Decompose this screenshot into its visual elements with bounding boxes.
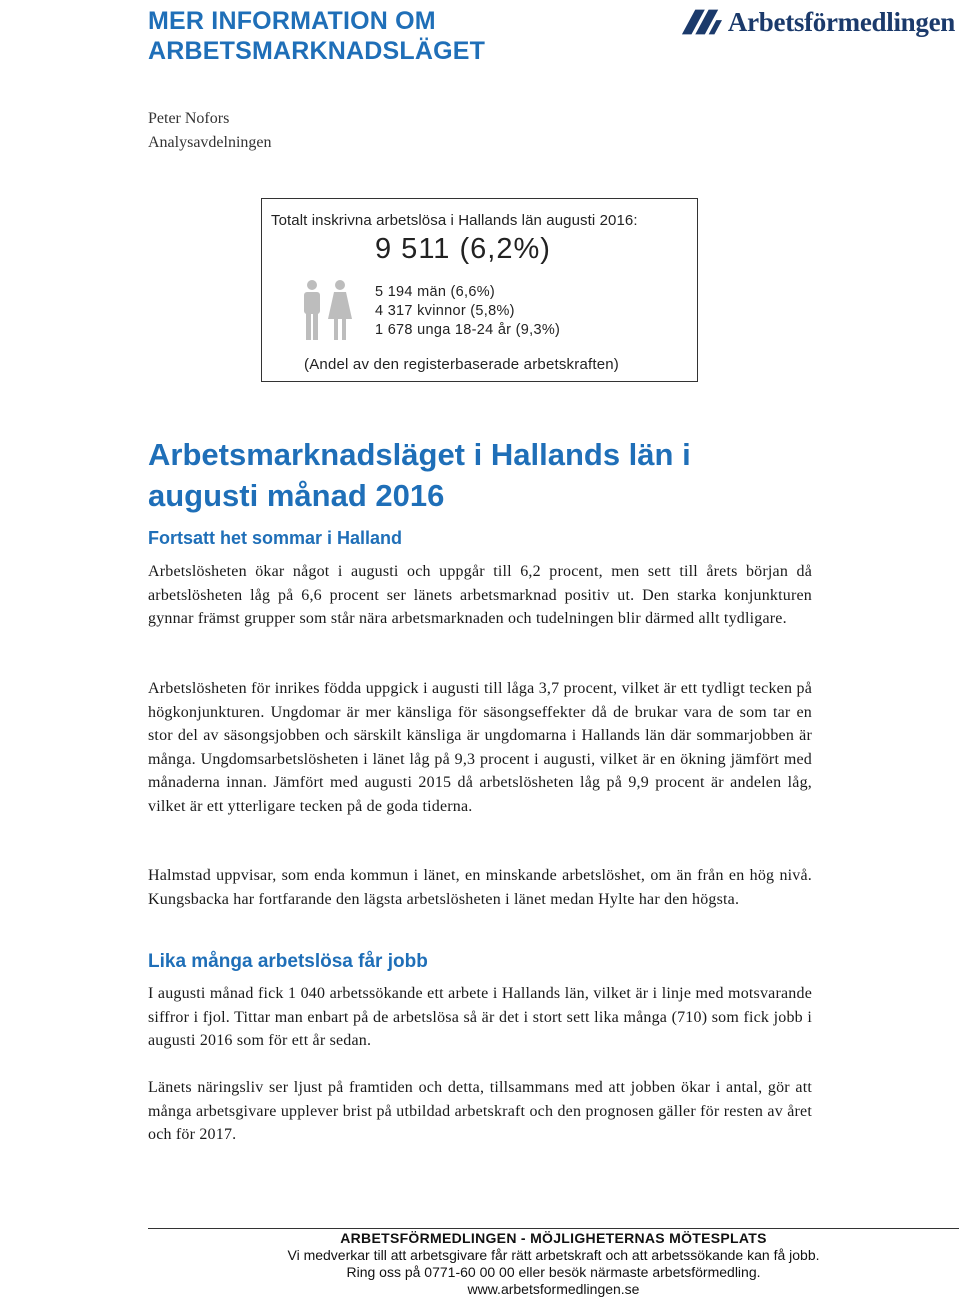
unemployment-stats-box (261, 198, 698, 382)
page-header-title (148, 6, 608, 66)
footer-line-1: Vi medverkar till att arbetsgivare får rätt arbetskraft och att arbetssökande kan få jobb. (287, 1247, 820, 1263)
article-title-line1: Arbetsmarknadsläget i Hallands län i (148, 437, 691, 472)
footer-website-link[interactable]: www.arbetsformedlingen.se (467, 1281, 640, 1297)
paragraph-2: Arbetslösheten för inrikes födda uppgick i augusti till låga 3,7 procent, vilket är ett tydligt tecken på högkonjunkturen. Ungdomar är mer känsliga för säsongseffekter då de brukar vara de som tar en stor del av säsongsjobben och särskilt känsliga är ungdomarna i Hallands län där sommarjobben är många. Ungdomsarbetslösheten i länet låg på 9,3 procent i augusti, vilket är en ökning jämfört med månaderna innan. Jämfört med augusti 2015 då arbetslösheten låg på 9,9 procent är andelen låg, vilket är ett ytterligare tecken på de goda tiderna. (148, 680, 812, 815)
page-footer (148, 1230, 959, 1298)
stats-women: 4 317 kvinnor (5,8%) (375, 303, 515, 319)
section-heading-summer: Fortsatt het sommar i Halland (148, 528, 403, 548)
stats-youth: 1 678 unga 18-24 år (9,3%) (375, 322, 561, 338)
author-name: Peter Nofors (148, 110, 230, 127)
author-block (148, 107, 272, 155)
article-title-line2: augusti månad 2016 (148, 478, 445, 513)
paragraph-5: Länets näringsliv ser ljust på framtiden och detta, tillsammans med att jobben ökar i antal, gör att många arbetsgivare upplever brist på utbildad arbetskraft och den prognosen gäller för resten av året och för 2017. (148, 1079, 812, 1143)
header-title-line1: MER INFORMATION OM (148, 7, 436, 35)
man-woman-icon (300, 279, 354, 341)
footer-divider (148, 1228, 959, 1229)
logo-text: Arbetsförmedlingen (727, 6, 955, 37)
stats-label: Totalt inskrivna arbetslösa i Hallands län augusti 2016: (271, 212, 638, 229)
arbetsformedlingen-logo (680, 2, 955, 42)
section-heading-jobs: Lika många arbetslösa får jobb (148, 951, 428, 972)
author-department: Analysavdelningen (148, 134, 272, 151)
footer-line-2: Ring oss på 0771-60 00 00 eller besök närmaste arbetsförmedling. (346, 1264, 761, 1280)
paragraph-3: Halmstad uppvisar, som enda kommun i länet, en minskande arbetslöshet, om än från en hög nivå. Kungsbacka har fortfarande den lägsta arbetslösheten i länet medan Hylte har den högsta. (148, 867, 812, 908)
paragraph-4: I augusti månad fick 1 040 arbetssökande ett arbete i Hallands län, vilket är i linje med motsvarande siffror i fjol. Tittar man enbart på de arbetslösa så är det i stort sett lika många (710) som fick jobb i augusti 2016 som för ett år sedan. (148, 985, 812, 1049)
article-title (148, 434, 788, 516)
header-title-line2: ARBETSMARKNADSLÄGET (148, 37, 486, 65)
stats-breakdown (375, 283, 560, 340)
footer-title: ARBETSFÖRMEDLINGEN - MÖJLIGHETERNAS MÖTESPLATS (340, 1230, 767, 1246)
stats-men: 5 194 män (6,6%) (375, 284, 496, 300)
stats-total: 9 511 (6,2%) (375, 233, 551, 265)
stats-note: (Andel av den registerbaserade arbetskraften) (304, 356, 620, 373)
paragraph-1: Arbetslösheten ökar något i augusti och uppgår till 6,2 procent, men sett till årets början då arbetslösheten låg på 6,6 procent ser länets arbetsmarknad positiv ut. Den starka konjunkturen gynnar främst grupper som står nära arbetsmarknaden och tudelningen blir därmed allt tydligare. (148, 563, 812, 627)
logo-mark-icon (680, 7, 724, 37)
